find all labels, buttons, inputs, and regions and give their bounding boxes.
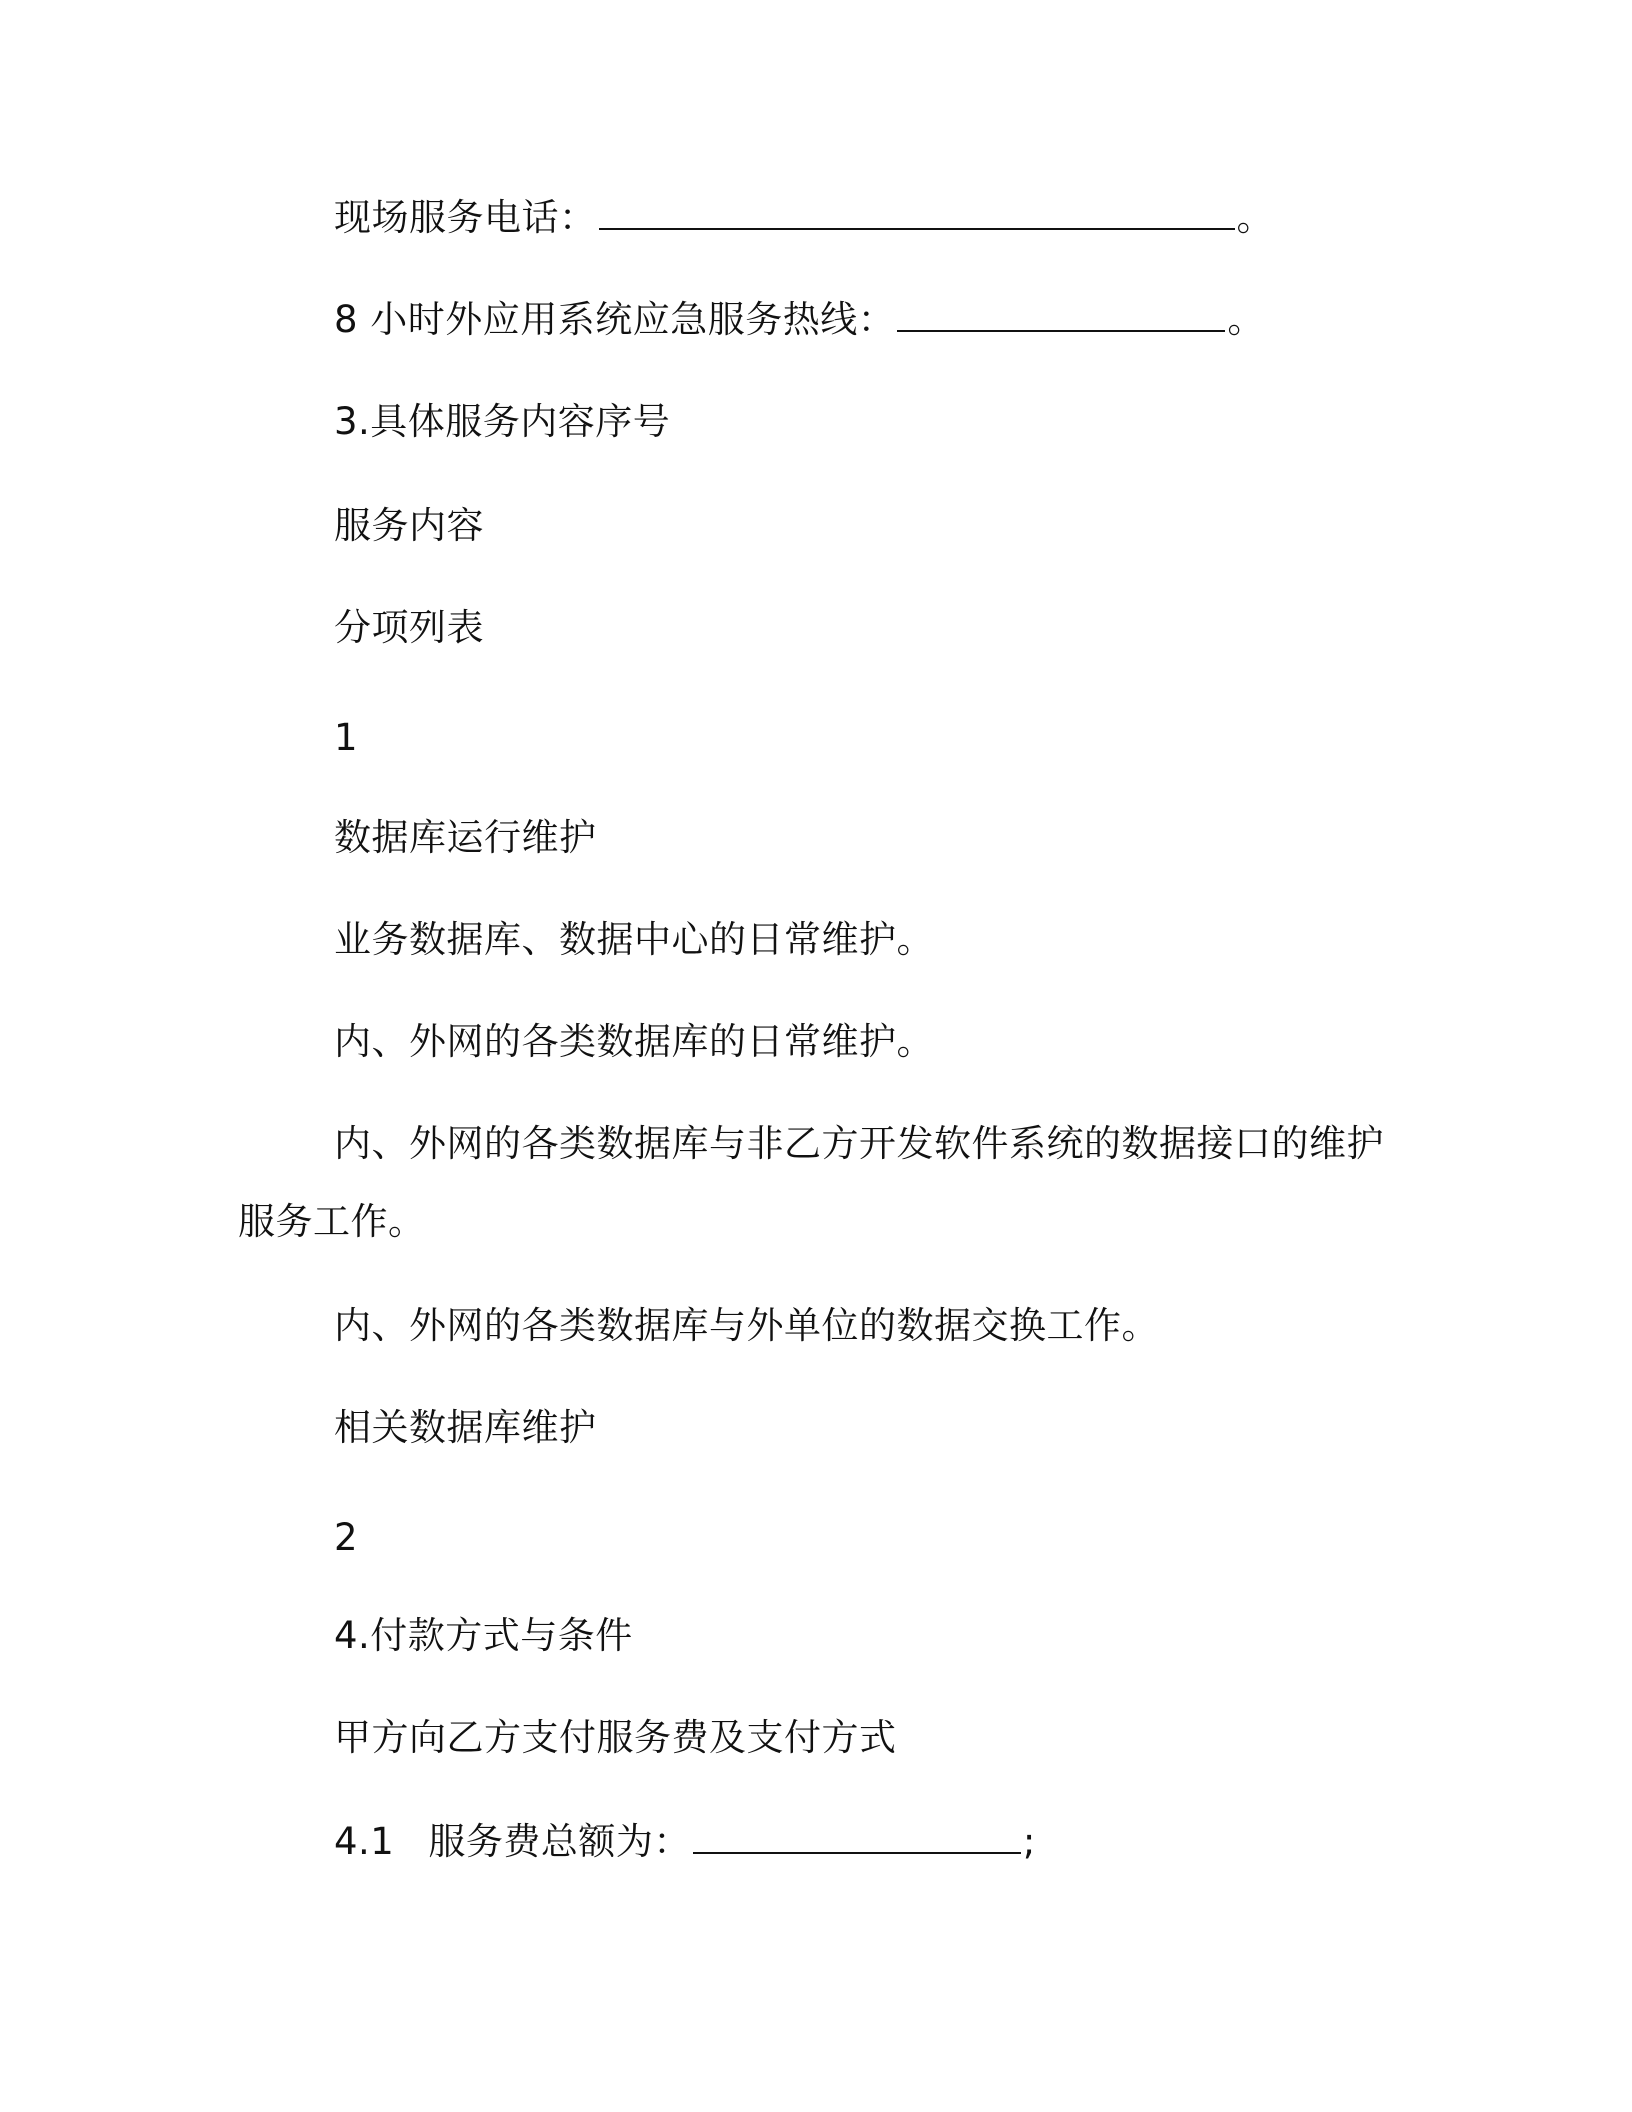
fee-blank[interactable]: [693, 1822, 1021, 1854]
hotline-line: [334, 298, 1265, 342]
item-number-2: 2: [334, 1516, 359, 1559]
section3-title: 3.具体服务内容序号: [334, 400, 671, 443]
hotline-label: 8 小时外应用系统应急服务热线：: [334, 298, 896, 341]
onsite-phone-label: 现场服务电话：: [334, 196, 597, 239]
hotline-end: 。: [1227, 298, 1265, 341]
fee-number: 4.1: [334, 1820, 395, 1863]
db-interface-line-2: 服务工作。: [238, 1200, 426, 1243]
db-daily-maintenance-2: 内、外网的各类数据库的日常维护。: [334, 1020, 934, 1063]
service-content-heading: 服务内容: [334, 504, 484, 547]
item-number-1: 1: [334, 716, 359, 759]
fee-total-line: [334, 1820, 1036, 1864]
item-list-heading: 分项列表: [334, 606, 484, 649]
onsite-phone-blank[interactable]: [599, 198, 1235, 230]
fee-end: ;: [1022, 1820, 1036, 1863]
fee-label: 服务费总额为：: [428, 1820, 691, 1863]
db-exchange-line: 内、外网的各类数据库与外单位的数据交换工作。: [334, 1304, 1159, 1347]
hotline-blank[interactable]: [897, 300, 1225, 332]
onsite-phone-line: [334, 196, 1274, 240]
section4-title: 4.付款方式与条件: [334, 1614, 633, 1657]
db-interface-line-1: 内、外网的各类数据库与非乙方开发软件系统的数据接口的维护: [334, 1122, 1384, 1165]
db-maintenance-heading: 数据库运行维护: [334, 816, 597, 859]
onsite-phone-end: 。: [1236, 196, 1274, 239]
db-daily-maintenance-1: 业务数据库、数据中心的日常维护。: [334, 918, 934, 961]
payment-description: 甲方向乙方支付服务费及支付方式: [334, 1716, 897, 1759]
related-db-heading: 相关数据库维护: [334, 1406, 597, 1449]
